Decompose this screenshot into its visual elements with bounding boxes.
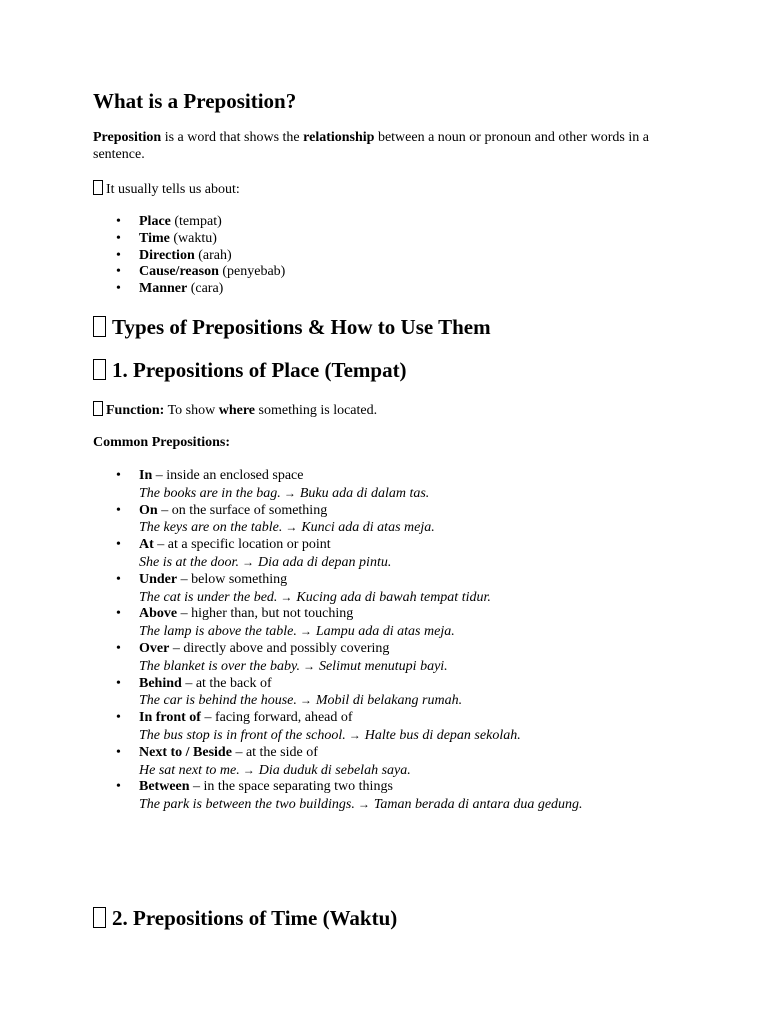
bullet-icon: •	[116, 571, 121, 587]
example-en: The blanket is over the baby.	[139, 658, 300, 674]
example-id: Buku ada di dalam tas.	[299, 485, 430, 501]
about-note: (waktu)	[169, 230, 217, 246]
about-note: (tempat)	[170, 214, 222, 229]
function-text-2: something is located.	[255, 403, 378, 418]
list-item	[93, 503, 583, 538]
list-item	[93, 572, 583, 607]
list-item	[93, 710, 583, 745]
example-en: The lamp is above the table.	[139, 624, 297, 640]
tells-line	[93, 180, 240, 198]
about-term: Place	[139, 214, 171, 229]
list-item	[93, 231, 285, 248]
prep-desc: – inside an enclosed space	[152, 468, 304, 483]
bullet-icon: •	[116, 744, 121, 760]
example-en: The park is between the two buildings.	[139, 797, 355, 813]
tells-text: It usually tells us about:	[106, 182, 240, 197]
example-id: Mobil di belakang rumah.	[315, 693, 463, 709]
common-label: Common Prepositions:	[93, 435, 231, 450]
prep-term: Next to / Beside	[139, 744, 232, 760]
example	[139, 485, 583, 503]
missing-glyph-icon	[93, 359, 106, 380]
example-id: Halte bus di depan sekolah.	[364, 727, 521, 743]
prep-term: Above	[139, 606, 178, 622]
prep-term: Between	[139, 779, 190, 795]
prep-desc: – below something	[177, 571, 288, 587]
page-title: What is a Preposition?	[93, 89, 297, 113]
bullet-icon: •	[116, 779, 121, 795]
list-item	[93, 779, 583, 814]
bullet-icon: •	[116, 606, 121, 622]
types-heading-text: Types of Prepositions & How to Use Them	[112, 315, 491, 339]
about-term: Cause/reason	[139, 264, 219, 280]
about-note: (cara)	[187, 281, 224, 297]
bullet-icon: •	[116, 281, 121, 297]
list-item	[93, 745, 583, 780]
place-heading-text: 1. Prepositions of Place (Tempat)	[112, 358, 407, 382]
bullet-icon: •	[116, 675, 121, 691]
prep-desc: – facing forward, ahead of	[200, 710, 353, 726]
prep-desc: – at the back of	[181, 675, 272, 691]
about-term: Direction	[139, 247, 195, 263]
prep-term: On	[139, 502, 158, 518]
time-heading	[93, 904, 397, 932]
function-label: Function:	[106, 403, 165, 418]
about-note: (arah)	[194, 247, 232, 263]
about-note: (penyebab)	[218, 264, 286, 280]
example	[139, 623, 583, 641]
prep-desc: – on the surface of something	[157, 502, 328, 518]
example	[139, 519, 583, 537]
arrow-icon: →	[242, 762, 255, 777]
intro-text-1: is a word that shows the	[161, 130, 304, 145]
bullet-icon: •	[116, 537, 121, 553]
example	[139, 727, 583, 745]
list-item	[93, 468, 583, 503]
prep-term: Under	[139, 571, 178, 587]
prep-term: At	[139, 537, 154, 553]
bullet-icon: •	[116, 247, 121, 263]
arrow-icon: →	[241, 554, 254, 569]
bullet-icon: •	[116, 264, 121, 280]
bullet-icon: •	[116, 710, 121, 726]
arrow-icon: →	[285, 520, 298, 535]
example-en: The cat is under the bed.	[139, 589, 278, 605]
list-item	[93, 264, 285, 281]
about-term: Manner	[139, 281, 188, 297]
place-heading	[93, 356, 407, 384]
list-item	[93, 281, 285, 298]
prep-term: Over	[139, 640, 170, 656]
arrow-icon: →	[348, 727, 361, 742]
arrow-icon: →	[357, 797, 370, 812]
function-line	[93, 401, 377, 419]
intro-term: Preposition	[93, 130, 162, 145]
example-en: The books are in the bag.	[139, 485, 281, 501]
bullet-icon: •	[116, 502, 121, 518]
list-item	[93, 606, 583, 641]
example-id: Kucing ada di bawah tempat tidur.	[296, 589, 491, 605]
list-item	[93, 641, 583, 676]
prep-desc: – at a specific location or point	[153, 537, 331, 553]
example-en: The bus stop is in front of the school.	[139, 727, 346, 743]
prep-term: Behind	[139, 675, 182, 691]
example-en: The keys are on the table.	[139, 520, 283, 536]
example	[139, 692, 583, 710]
missing-glyph-icon	[93, 180, 103, 195]
prep-term: In front of	[139, 710, 201, 726]
prep-desc: – at the side of	[231, 744, 318, 760]
intro-key: relationship	[303, 130, 375, 145]
missing-glyph-icon	[93, 401, 103, 416]
example-id: Lampu ada di atas meja.	[315, 624, 455, 640]
missing-glyph-icon	[93, 316, 106, 337]
bullet-icon: •	[116, 214, 121, 229]
arrow-icon: →	[280, 589, 293, 604]
intro-text-2: between a noun or pronoun and other words in a sentence.	[93, 130, 649, 162]
example-id: Taman berada di antara dua gedung.	[373, 797, 583, 813]
example-en: The car is behind the house.	[139, 693, 297, 709]
list-item	[93, 214, 285, 231]
prep-desc: – in the space separating two things	[189, 779, 393, 795]
example	[139, 762, 583, 780]
bullet-icon: •	[116, 468, 121, 483]
bullet-icon: •	[116, 640, 121, 656]
prep-desc: – higher than, but not touching	[177, 606, 354, 622]
missing-glyph-icon	[93, 907, 106, 928]
example-id: Dia duduk di sebelah saya.	[258, 762, 411, 778]
example	[139, 589, 583, 607]
example	[139, 658, 583, 676]
example-en: She is at the door.	[139, 554, 239, 570]
list-item	[93, 248, 285, 265]
arrow-icon: →	[302, 658, 315, 673]
example-id: Kunci ada di atas meja.	[301, 520, 435, 536]
example-id: Selimut menutupi bayi.	[318, 658, 448, 674]
prep-desc: – directly above and possibly covering	[169, 640, 390, 656]
list-item	[93, 676, 583, 711]
about-term: Time	[139, 230, 170, 246]
arrow-icon: →	[299, 693, 312, 708]
example	[139, 796, 583, 814]
function-text-1: To show	[164, 403, 219, 418]
about-list	[93, 214, 285, 298]
example	[139, 554, 583, 572]
types-heading	[93, 313, 491, 341]
place-list	[93, 468, 583, 814]
list-item	[93, 537, 583, 572]
function-key: where	[218, 403, 256, 418]
example-en: He sat next to me.	[139, 762, 240, 778]
prep-term: In	[139, 468, 153, 483]
arrow-icon: →	[299, 624, 312, 639]
example-id: Dia ada di depan pintu.	[257, 554, 392, 570]
arrow-icon: →	[283, 485, 296, 500]
bullet-icon: •	[116, 230, 121, 246]
time-heading-text: 2. Prepositions of Time (Waktu)	[112, 906, 398, 930]
intro-paragraph	[93, 129, 653, 163]
